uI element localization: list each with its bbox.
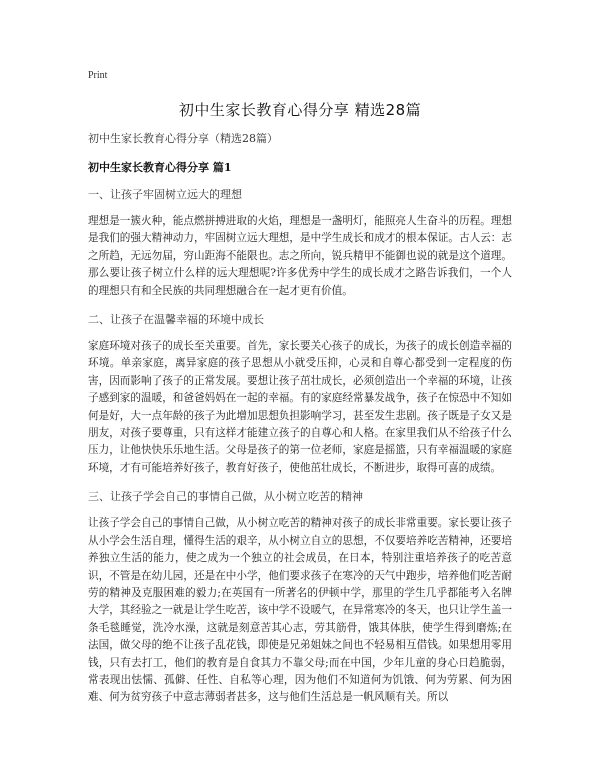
- subsection-heading-1: 一、让孩子牢固树立远大的理想: [88, 188, 242, 201]
- section-heading: 初中生家长教育心得分享 篇1: [88, 161, 232, 174]
- subsection-heading-2: 二、让孩子在温馨幸福的环境中成长: [88, 313, 264, 327]
- print-label[interactable]: Print: [88, 70, 108, 81]
- document-subtitle: 初中生家长教育心得分享（精选28篇）: [88, 132, 278, 145]
- paragraph-1: 理想是一簇火种，能点燃拼搏进取的火焰，理想是一盏明灯，能照亮人生奋斗的历程。理想是我们的强大精神动力，牢固树立远大理想，是中学生成长和成才的根本保证。古人云：志之所趋，无远勿届，穷山距海不能限也。志之所向，锐兵精甲不能御也说的就是这个道理。那么要让孩子树立什么样的远大理想呢?许多优秀中学生的成长成才之路告诉我们，一个人的理想只有和全民族的共同理想融合在一起才更有价值。: [88, 215, 512, 297]
- subsection-heading-3: 三、让孩子学会自己的事情自己做，从小树立吃苦的精神: [88, 490, 363, 504]
- document-title: 初中生家长教育心得分享 精选28篇: [178, 101, 422, 119]
- paragraph-2: 家庭环境对孩子的成长至关重要。首先，家长要关心孩子的成长，为孩子的成长创造幸福的环境。单亲家庭，离异家庭的孩子思想从小就受压抑，心灵和自尊心都受到一定程度的伤害，因而影响了孩子的正常发展。要想让孩子茁壮成长，必须创造出一个幸福的环境，让孩子感到家的温暖，和爸爸妈妈在一起的幸福。有的家庭经常暴发战争，孩子在惊恐中不知如何是好，大一点年龄的孩子为此增加思想负担影响学习，甚至发生悲剧。孩子既是子女又是朋友，对孩子要尊重，只有这样才能建立孩子的自尊心和人格。在家里我们从不给孩子什么压力，让他快快乐乐地生活。父母是孩子的第一位老师，家庭是摇篮，只有幸福温暖的家庭环境，才有可能培养好孩子，教育好孩子，使他茁壮成长，不断进步，取得可喜的成绩。: [88, 340, 512, 474]
- paragraph-3: 让孩子学会自己的事情自己做，从小树立吃苦的精神对孩子的成长非常重要。家长要让孩子从小学会生活自理，懂得生活的艰辛，从小树立自立的思想，不仅要培养吃苦精神，还要培养独立生活的能力，使之成为一个独立的社会成员，在日本，特别注重培养孩子的吃苦意识，不管是在幼儿园，还是在中小学，他们要求孩子在寒冷的天气中跑步，培养他们吃苦耐劳的精神及克服困难的毅力;在英国有一所著名的伊顿中学，那里的学生几乎都能考入名牌大学，其经验之一就是让学生吃苦，该中学不设暖气，在异常寒冷的冬天，也只让学生盖一条毛毯睡觉，洗冷水澡，这就是刻意苦其心志，劳其筋骨，饿其体肤，使学生得到磨炼;在法国，做父母的绝不让孩子乱花钱，即使是兄弟姐妹之间也不轻易相互借钱。如果想用零用钱，只有去打工，他们的教育是自食其力不靠父母;而在中国，少年儿童的身心日趋脆弱，常表现出怯懦、孤僻、任性、自私等心理，因为他们不知道何为饥饿、何为劳累、何为困难、何为贫穷孩子中意志薄弱者甚多，这与他们生活总是一帆风顺有关。所以: [88, 517, 512, 704]
